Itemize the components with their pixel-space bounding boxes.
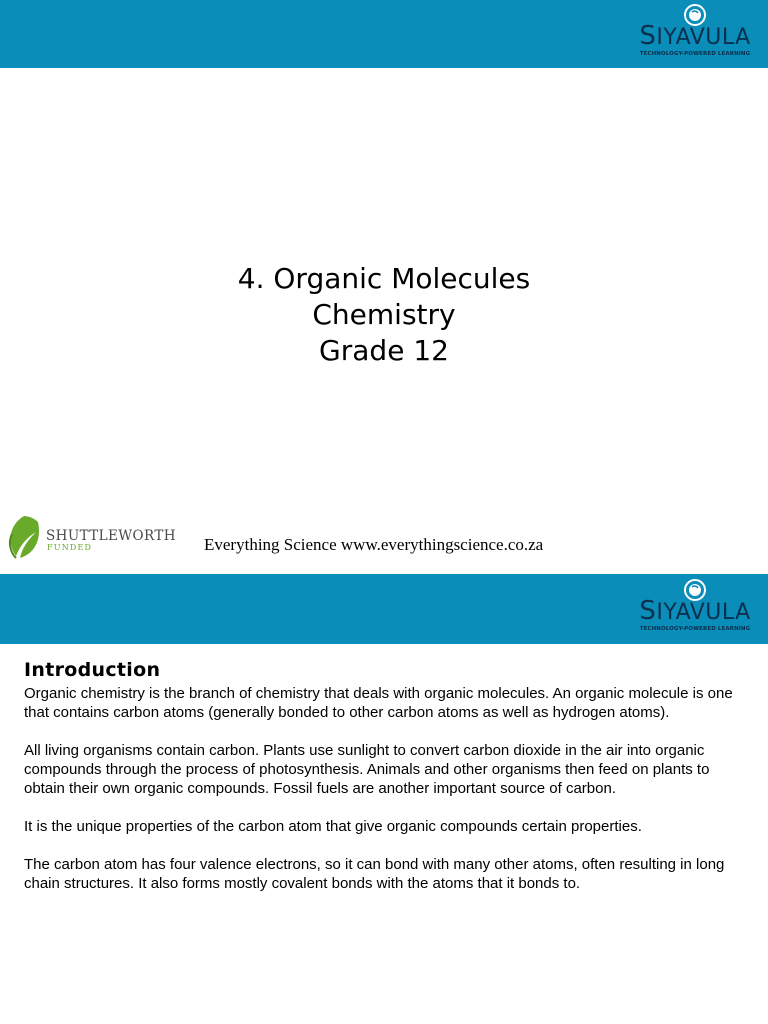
siyavula-wordmark: SIYAVULA bbox=[639, 21, 751, 51]
sponsor-funded: FUNDED bbox=[47, 543, 93, 552]
sponsor-name: SHUTTLEWORTH bbox=[46, 528, 176, 544]
shuttleworth-logo bbox=[4, 510, 184, 560]
paragraph-4: The carbon atom has four valence electrons, so it can bond with many other atoms, often resulting in long chain structures. It also forms mostly covalent bonds with the atoms that it bonds to. bbox=[24, 856, 725, 892]
paragraph-2: All living organisms contain carbon. Plants use sunlight to convert carbon dioxide in the air into organic compounds through the process of photosynthesis. Animals and other organisms then feed on plants to obtain their own organic compounds. Fossil fuels are another important source of carbon. bbox=[24, 742, 710, 797]
slide1-header-band bbox=[0, 0, 768, 68]
slide2-content bbox=[24, 658, 744, 912]
siyavula-tagline: TECHNOLOGY-POWERED LEARNING bbox=[639, 51, 751, 57]
siyavula-logo bbox=[630, 2, 760, 66]
section-heading: Introduction bbox=[24, 659, 161, 681]
siyavula-tagline: TECHNOLOGY-POWERED LEARNING bbox=[639, 626, 751, 632]
leaf-icon bbox=[4, 512, 44, 560]
slide2-header-band bbox=[0, 574, 768, 644]
title-line-3: Grade 12 bbox=[319, 334, 449, 367]
siyavula-wordmark: SIYAVULA bbox=[639, 596, 751, 626]
title-line-1: 4. Organic Molecules bbox=[237, 262, 531, 295]
footer-website-text: Everything Science www.everythingscience.co.za bbox=[204, 535, 544, 554]
siyavula-logo-2 bbox=[630, 577, 760, 641]
slide-title bbox=[0, 261, 768, 369]
title-line-2: Chemistry bbox=[312, 298, 456, 331]
paragraph-3: It is the unique properties of the carbon atom that give organic compounds certain properties. bbox=[24, 818, 642, 835]
paragraph-1: Organic chemistry is the branch of chemistry that deals with organic molecules. An organic molecule is one that contains carbon atoms (generally bonded to other carbon atoms as well as hydrogen atoms). bbox=[24, 685, 733, 721]
